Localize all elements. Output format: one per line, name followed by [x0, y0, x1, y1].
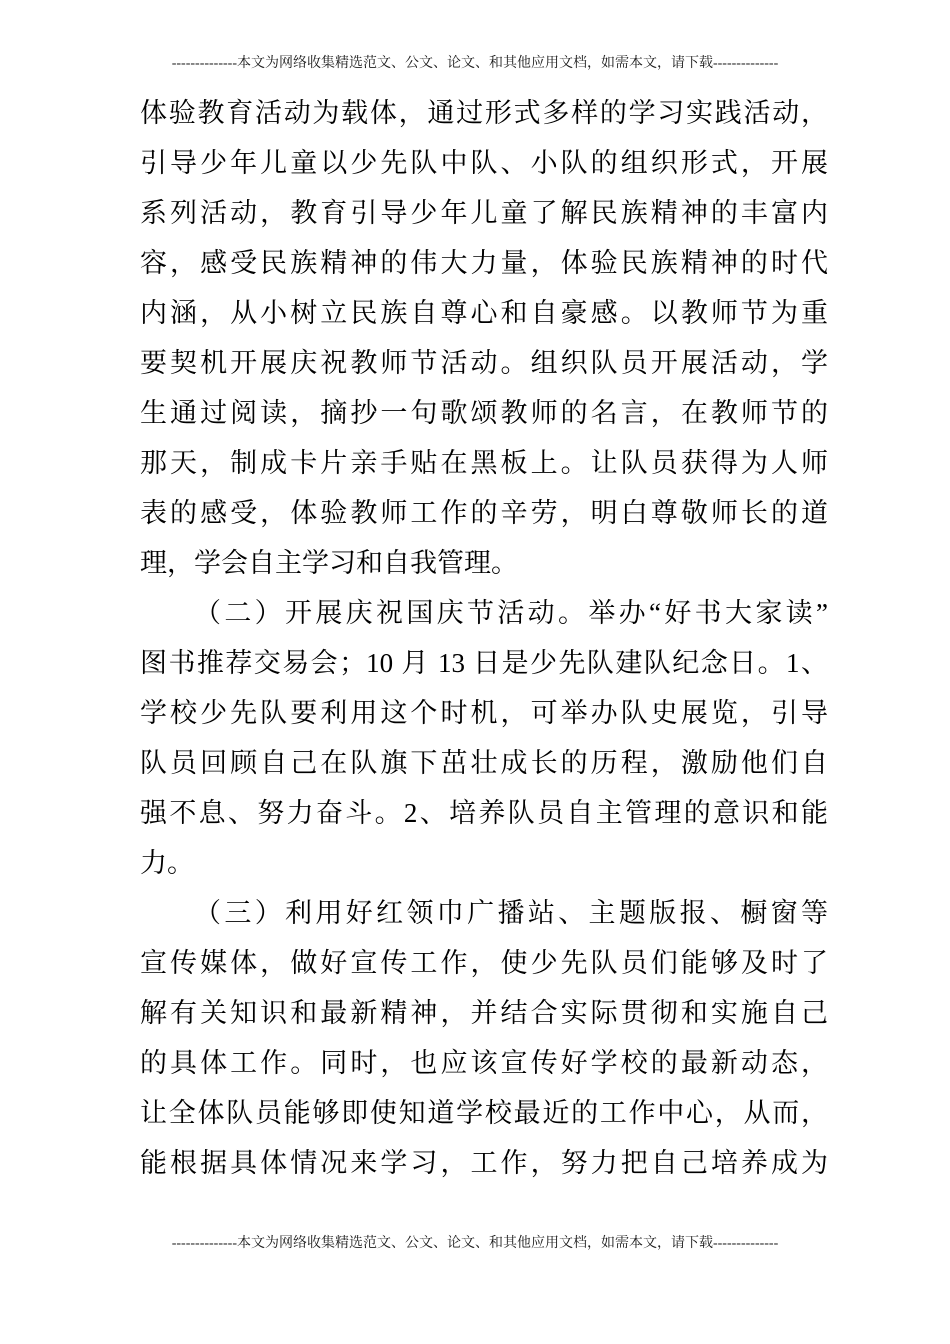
- paragraph: [140, 88, 828, 588]
- text-line: 的具体工作。同时，也应该宣传好学校的最新动态，: [140, 1048, 828, 1078]
- text-line: 内涵，从小树立民族自尊心和自豪感。以教师节为重: [140, 298, 828, 328]
- text-line: 队员回顾自己在队旗下茁壮成长的历程，激励他们自: [140, 748, 828, 778]
- text-line: （二）开展庆祝国庆节活动。举办“好书大家读”: [194, 598, 828, 628]
- text-line: 解有关知识和最新精神，并结合实际贯彻和实施自己: [140, 998, 828, 1028]
- page-footer: --------------本文为网络收集精选范文、公文、论文、和其他应用文档，如需本文，请下载--------------: [171, 1236, 779, 1251]
- text-line: 生通过阅读，摘抄一句歌颂教师的名言，在教师节的: [140, 398, 828, 428]
- text-line: 系列活动，教育引导少年儿童了解民族精神的丰富内: [140, 198, 828, 228]
- text-line: 让全体队员能够即使知道学校最近的工作中心，从而，: [140, 1098, 828, 1128]
- paragraph: [140, 588, 828, 888]
- text-line: 能根据具体情况来学习，工作，努力把自己培养成为: [140, 1148, 828, 1178]
- text-line: 体验教育活动为载体，通过形式多样的学习实践活动，: [140, 98, 828, 128]
- text-line: 图书推荐交易会；10 月 13 日是少先队建队纪念日。1、: [140, 648, 828, 678]
- text-line: 学校少先队要利用这个时机，可举办队史展览，引导: [140, 698, 828, 728]
- text-line: 那天，制成卡片亲手贴在黑板上。让队员获得为人师: [140, 448, 828, 478]
- text-line: （三）利用好红领巾广播站、主题版报、橱窗等: [194, 898, 828, 928]
- paragraph: [140, 888, 828, 1188]
- text-line: 引导少年儿童以少先队中队、小队的组织形式，开展: [140, 148, 828, 178]
- text-line: 容，感受民族精神的伟大力量，体验民族精神的时代: [140, 248, 828, 278]
- text-line: 表的感受，体验教师工作的辛劳，明白尊敬师长的道: [140, 498, 828, 528]
- text-line: 宣传媒体，做好宣传工作，使少先队员们能够及时了: [140, 948, 828, 978]
- page-header: --------------本文为网络收集精选范文、公文、论文、和其他应用文档，如需本文，请下载--------------: [171, 56, 779, 71]
- text-line: 理，学会自主学习和自我管理。: [140, 548, 518, 578]
- text-line: 强不息、努力奋斗。2、培养队员自主管理的意识和能: [140, 798, 828, 828]
- document-body: [140, 88, 828, 1188]
- text-line: 要契机开展庆祝教师节活动。组织队员开展活动，学: [140, 348, 828, 378]
- text-line: 力。: [140, 848, 194, 878]
